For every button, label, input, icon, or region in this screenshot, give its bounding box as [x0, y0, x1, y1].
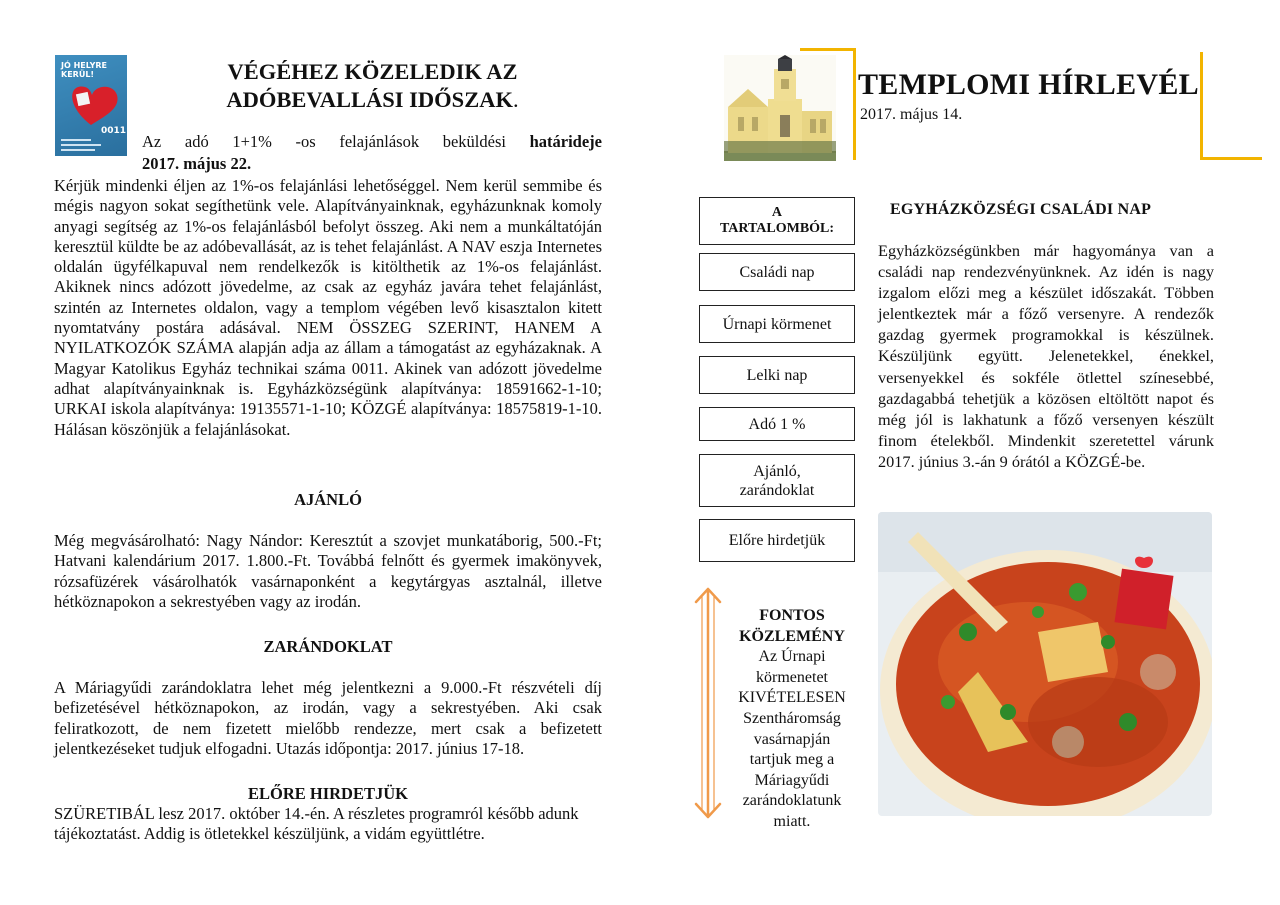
zarandoklat-body: A Máriagyűdi zarándoklatra lehet még jelentkezni a 9.000.-Ft részvételi díj befizetésével hétköznapokon, az irodán, vagy a sekrestyében. Aki csak feliratkozott, de nem fizetett mielőbb rendezze, mert csak a befizetett jelentkezéseket tudjuk elfogadni. Utazás időpontja: 2017. június 17-18.: [54, 678, 602, 759]
toc-heading-line-1: A: [771, 205, 783, 220]
notice-line: Az Úrnapi: [758, 648, 826, 666]
notice-line: miatt.: [773, 812, 811, 830]
family-day-body: Egyházközségünkben már hagyománya van a családi nap rendezvényünknek. Az idén is nagy izgalom előzi meg a készület időszakát. Többen jelentkeztek már a főző versenyre. A rendezők gazdag gyermek programokkal is készülnek. Készüljünk együtt. Jelenetekkel, énekkel, versenyekkel és sokféle ötlettel színesebbé, gazdagabbá tehetjük a közösen eltöltött napot és még jól is lakhatunk a főző versenyen készült finom ételekből. Mindenkit szeretettel várunk 2017. június 3.-án 9 órától a KÖZGÉ-be.: [878, 241, 1214, 471]
toc-heading-box: [699, 197, 855, 245]
newsletter-date: 2017. május 14.: [860, 106, 963, 123]
toc-item-label: Családi nap: [739, 263, 815, 281]
notice-line: KIVÉTELESEN: [738, 689, 846, 707]
zarandoklat-heading: ZARÁNDOKLAT: [263, 637, 393, 656]
notice-line: tartjuk meg a: [749, 751, 835, 769]
header-frame-right: [1200, 52, 1262, 160]
family-day-heading: EGYHÁZKÖZSÉGI CSALÁDI NAP: [890, 201, 1152, 218]
soup-image: [878, 512, 1212, 816]
toc-item-ajanlo-zarandoklat[interactable]: [699, 454, 855, 507]
tax-title-dot: .: [512, 87, 519, 112]
tax-title-line-2: ADÓBEVALLÁSI IDŐSZAK: [226, 87, 513, 112]
tax-intro-text: Az adó 1+1% -os felajánlások beküldési: [142, 132, 530, 151]
toc-item-urnapi-kormenet[interactable]: [699, 305, 855, 343]
ajanlo-body: Még megvásárolható: Nagy Nándor: Keresztút a szovjet munkatáborig, 500.-Ft; Hatvani kalendárium 2017. 1.800.-Ft. Továbbá felnőtt és gyermek imakönyvek, rózsafüzérek vásárolhatók vasárnaponként a kegytárgyas asztalnál, illetve hétköznapokon a sekrestyében vagy az irodán.: [54, 531, 602, 612]
tax-intro: [142, 132, 602, 152]
important-notice: [708, 606, 876, 833]
poster-number: 0011: [101, 126, 127, 136]
toc-item-csaladi-nap[interactable]: [699, 253, 855, 291]
toc-item-label: Adó 1 %: [748, 415, 806, 433]
toc-heading-line-2: TARTALOMBÓL:: [719, 221, 835, 236]
notice-line: Szentháromság: [743, 709, 841, 727]
toc-item-ado[interactable]: [699, 407, 855, 441]
tax-article-title: [150, 58, 595, 114]
toc-item-label: Ajánló,: [753, 462, 801, 480]
soup-photo: [878, 512, 1212, 816]
notice-title-2: KÖZLEMÉNY: [739, 627, 845, 645]
tax-title-line-1: VÉGÉHEZ KÖZELEDIK AZ: [227, 59, 518, 84]
poster-image: [55, 55, 127, 156]
notice-title-1: FONTOS: [759, 607, 825, 624]
toc-item-elore-hirdetjuk[interactable]: [699, 519, 855, 562]
elore-body: SZÜRETIBÁL lesz 2017. október 14.-én. A részletes programról később adunk tájékoztatást. Addig is ötletekkel készüljünk, a vidám együttlétre.: [54, 804, 579, 844]
notice-line: zarándoklatunk: [742, 792, 842, 810]
tax-article-body: Kérjük mindenki éljen az 1%-os felajánlási lehetőséggel. Nem kerül semmibe és mégis nagyon sokat segíthetünk vele. Alapítványainknak, egyházunknak komoly anyagi segítség az 1%-os felajánlásból befolyt összeg. Aki nem a munkáltatóján keresztül küldte be az adóbevallását, az is tehet felajánlást. A NAV eszja Internetes oldalán ügyfélkapuval nem rendelkezők is kitölthetik az 1%-os felajánlást. Akiknek nincs adózott jövedelme, az csak az egyház javára tehet felajánlást, szintén az Internetes oldalon, vagy a templom végében levő kisasztalon kitett nyomtatvány postára adásával. NEM ÖSSZEG SZERINT, HANEM A NYILATKOZÓK SZÁMA alapján adja az állam a támogatást az egyházaknak. A Magyar Katolikus Egyház technikai száma 0011. Akinek van adózott jövedelme adhat alapítványainknak is. Egyházközségünk alapítványa: 18591662-1-10; URKAI iskola alapítványa: 19135571-1-10; KÖZGÉ alapítványa: 18575819-1-10. Hálásan köszönjük a felajánlásokat.: [54, 176, 602, 439]
toc-item-label: Úrnapi körmenet: [722, 315, 832, 333]
tax-campaign-poster: [55, 55, 127, 156]
notice-line: vasárnapján: [753, 730, 831, 748]
elore-heading: ELŐRE HIRDETJÜK: [248, 784, 408, 803]
notice-line: Máriagyűdi: [754, 771, 830, 789]
toc-item-label: Lelki nap: [746, 366, 808, 384]
tax-deadline-date: 2017. május 22.: [142, 154, 252, 173]
ajanlo-heading: AJÁNLÓ: [294, 490, 362, 509]
notice-line: körmenetet: [756, 668, 828, 686]
toc-item-label: Előre hirdetjük: [728, 532, 826, 549]
poster-text-2: KERÜL!: [61, 70, 95, 79]
poster-text-1: JÓ HELYRE: [61, 61, 107, 70]
toc-item-lelki-nap[interactable]: [699, 356, 855, 394]
gift-icon: [1114, 569, 1173, 630]
tax-deadline-label: határideje: [529, 132, 602, 151]
toc-item-label-2: zarándoklat: [739, 481, 815, 499]
header-frame-left: [800, 48, 856, 160]
newsletter-title: TEMPLOMI HÍRLEVÉL: [858, 68, 1199, 101]
